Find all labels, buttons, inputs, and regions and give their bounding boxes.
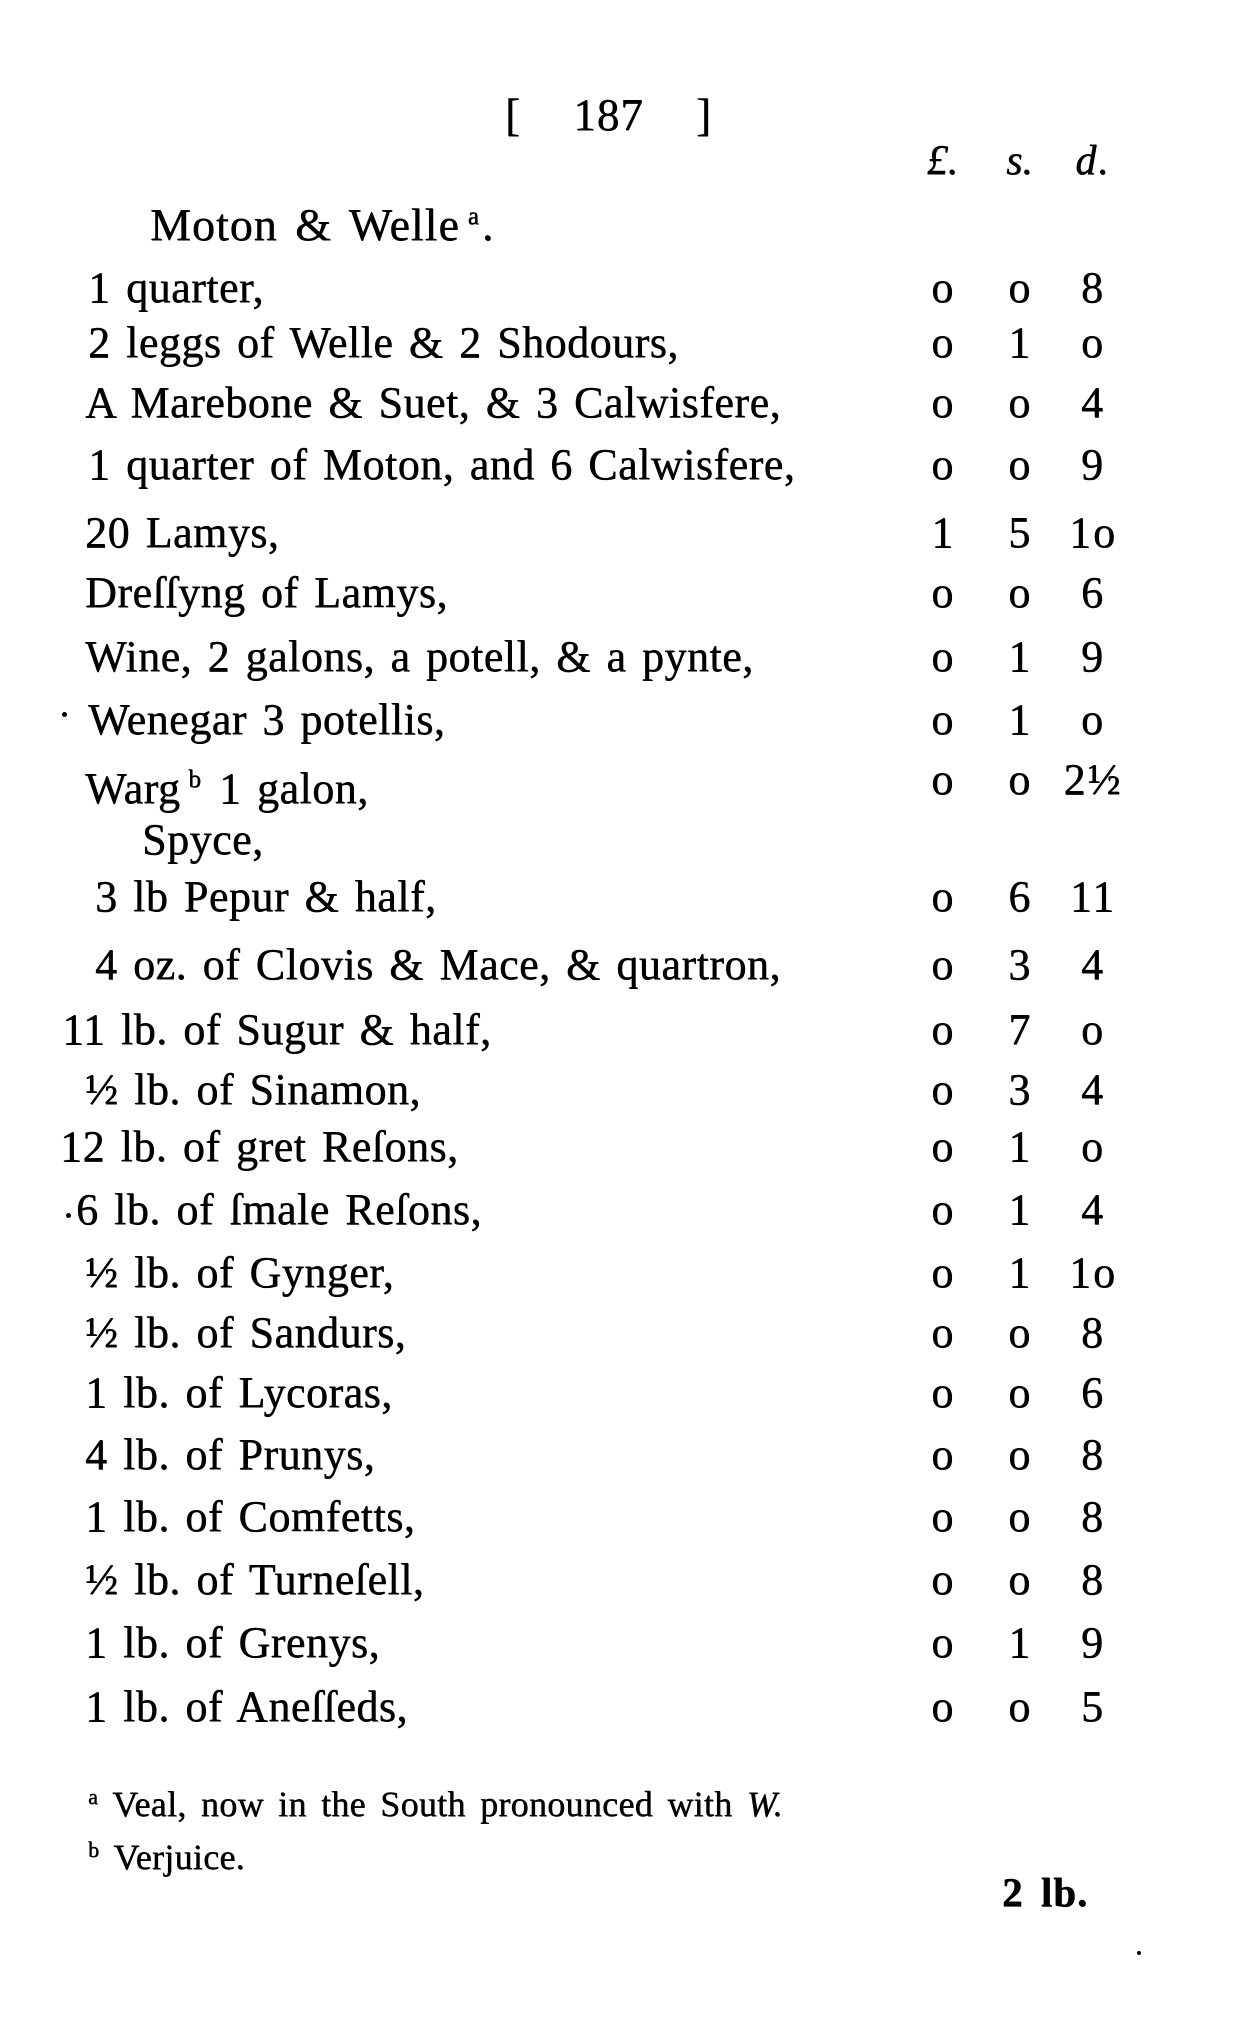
subsection-heading-spyce [0,809,1248,871]
pence-value: 5 [1081,1682,1105,1731]
section-heading-period: . [481,199,495,250]
pence-value: 9 [1081,1618,1105,1667]
section-heading-moton-welle [150,186,494,248]
pounds-value: o [931,632,954,681]
footnote-a [88,1771,783,1823]
pounds-value: o [931,1618,954,1667]
footnote-a-text: Veal, now in the South pronounced with [112,1784,747,1824]
item-label: ½ lb. of Sandurs, [85,1308,407,1357]
pence-value: 4 [1081,378,1105,427]
item-label: ½ lb. of Gynger, [85,1248,395,1297]
pence-value: 9 [1081,632,1105,681]
scan-speck [62,712,67,717]
shillings-value: o [1008,440,1031,489]
pounds-value: o [931,1248,954,1297]
pence-value: 4 [1081,1185,1105,1234]
pence-value: 4 [1081,1065,1105,1114]
pounds-value: o [931,263,954,312]
item-label: Wenegar 3 potellis, [88,695,446,744]
currency-column-headers [0,130,1248,192]
table-row [0,1486,1248,1548]
shillings-value: 1 [1008,318,1031,367]
shillings-value: o [1008,1368,1031,1417]
pounds-value: o [931,318,954,367]
pence-value: 8 [1081,263,1105,312]
pence-value: 4 [1081,940,1105,989]
pounds-value: o [931,755,954,804]
shillings-value: 1 [1008,632,1031,681]
shillings-value: o [1008,568,1031,617]
shillings-value: 1 [1008,1122,1031,1171]
footnote-marker-b-ref: b [188,766,202,793]
table-row [0,689,1248,751]
catchword: 2 lb. [1002,1869,1089,1915]
shillings-value: o [1008,1430,1031,1479]
shillings-value: 7 [1008,1005,1031,1054]
table-row [0,1179,1248,1241]
pence-value: o [1081,318,1105,367]
item-label: 4 lb. of Prunys, [85,1430,376,1479]
table-row [0,257,1248,319]
item-label: 20 Lamys, [85,508,280,557]
pence-value: 8 [1081,1430,1105,1479]
item-label: 1 lb. of Grenys, [85,1618,380,1667]
pence-value: 6 [1081,568,1105,617]
pence-value: o [1081,1122,1105,1171]
shillings-value: 3 [1008,940,1031,989]
footnote-b [88,1824,245,1876]
pence-value: 8 [1081,1492,1105,1541]
table-row [0,1302,1248,1364]
section-heading-text: Moton & Welle [150,199,460,250]
table-row [0,1612,1248,1674]
table-row [0,999,1248,1061]
table-row [0,434,1248,496]
pence-value: 11 [1069,872,1117,921]
table-row [0,1059,1248,1121]
footnote-marker-a-ref: a [467,203,480,230]
pence-value: o [1081,695,1105,744]
shillings-value: o [1008,378,1031,427]
pounds-value: o [931,1368,954,1417]
item-label: 1 quarter, [88,263,264,312]
page-number: [ 187 ] [505,90,712,140]
item-label: ½ lb. of Turneſell, [85,1555,425,1604]
pounds-column-header: £. [926,138,959,184]
pence-value: 9 [1081,440,1105,489]
pounds-value: o [931,1555,954,1604]
table-row [0,312,1248,374]
scan-speck [1137,1951,1141,1955]
pounds-value: o [931,1308,954,1357]
item-label-pre: Warg [85,764,181,813]
pence-value: 8 [1081,1555,1105,1604]
item-label-post: 1 galon, [203,764,369,813]
pounds-value: o [931,568,954,617]
item-label: 6 lb. of ſmale Reſons, [76,1185,482,1234]
pounds-value: o [931,695,954,744]
pence-value: 1o [1069,1248,1117,1297]
item-label: 2 leggs of Welle & 2 Shodours, [88,318,679,367]
shillings-value: o [1008,263,1031,312]
item-label: 1 lb. of Lycoras, [85,1368,393,1417]
shillings-value: 1 [1008,695,1031,744]
footnote-b-marker: b [88,1837,100,1862]
table-row [0,866,1248,928]
pounds-value: o [931,1185,954,1234]
pounds-value: o [931,378,954,427]
pounds-value: o [931,440,954,489]
table-row [0,562,1248,624]
item-label: 1 lb. of Aneſſeds, [85,1682,408,1731]
item-label: Wine, 2 galons, a potell, & a pynte, [85,632,754,681]
table-row [0,372,1248,434]
item-label: A Marebone & Suet, & 3 Calwisfere, [85,378,781,427]
shillings-value: o [1008,1682,1031,1731]
subsection-heading-label: Spyce, [142,815,264,864]
pounds-value: o [931,1065,954,1114]
shillings-value: 1 [1008,1248,1031,1297]
pence-value: 8 [1081,1308,1105,1357]
shillings-column-header: s. [1006,138,1033,184]
pounds-value: o [931,1682,954,1731]
pounds-value: o [931,1492,954,1541]
shillings-value: o [1008,1492,1031,1541]
shillings-value: o [1008,1308,1031,1357]
table-row [0,1116,1248,1178]
item-label: 1 quarter of Moton, and 6 Calwisfere, [88,440,796,489]
table-row [0,1549,1248,1611]
table-row [0,626,1248,688]
item-label: 11 lb. of Sugur & half, [62,1005,492,1054]
shillings-value: 3 [1008,1065,1031,1114]
shillings-value: o [1008,1555,1031,1604]
scan-speck [66,1213,71,1218]
table-row [0,1242,1248,1304]
footnote-a-marker: a [88,1784,99,1809]
item-label: 3 lb Pepur & half, [95,872,437,921]
table-row [0,1424,1248,1486]
table-row [0,502,1248,564]
pounds-value: o [931,1430,954,1479]
shillings-value: 5 [1008,508,1031,557]
footnote-b-text: Verjuice. [113,1837,245,1877]
pence-column-header: d. [1075,138,1111,184]
shillings-value: 1 [1008,1618,1031,1667]
pounds-value: o [931,872,954,921]
pence-value: 6 [1081,1368,1105,1417]
footnote-a-italic-word: W. [746,1784,783,1824]
item-label: ½ lb. of Sinamon, [85,1065,421,1114]
item-label: Dreſſyng of Lamys, [85,568,448,617]
pence-value: 1o [1069,508,1117,557]
pence-value: 2½ [1063,755,1123,804]
item-label: 12 lb. of gret Reſons, [60,1122,459,1171]
pounds-value: 1 [931,508,954,557]
pounds-value: o [931,940,954,989]
shillings-value: 1 [1008,1185,1031,1234]
table-row [0,1676,1248,1738]
table-row [0,934,1248,996]
shillings-value: 6 [1008,872,1031,921]
table-row [0,749,1248,811]
pounds-value: o [931,1005,954,1054]
table-row [0,1362,1248,1424]
item-label: 1 lb. of Comfetts, [85,1492,416,1541]
item-label: 4 oz. of Clovis & Mace, & quartron, [95,940,781,989]
pounds-value: o [931,1122,954,1171]
shillings-value: o [1008,755,1031,804]
pence-value: o [1081,1005,1105,1054]
